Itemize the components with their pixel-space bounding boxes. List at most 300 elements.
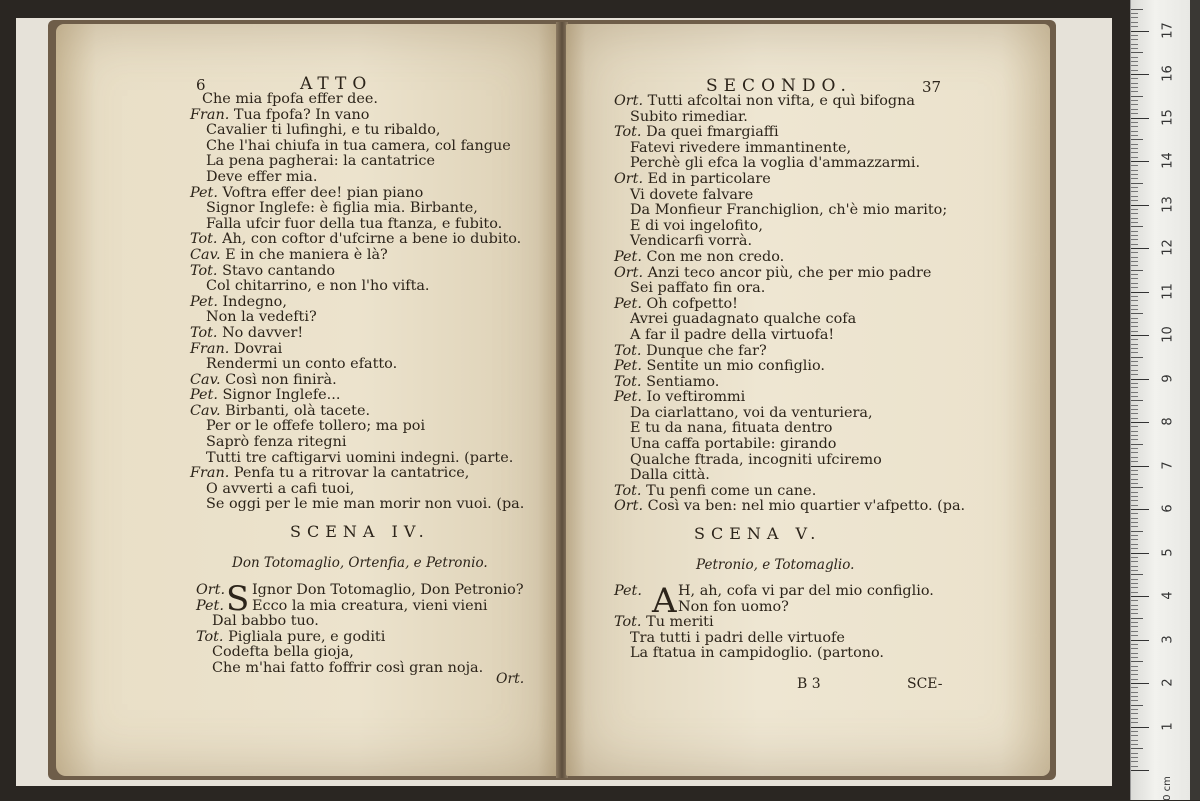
left-scene-characters: Don Totomaglio, Ortenfia, e Petronio.	[232, 555, 488, 571]
ruler-tick	[1131, 487, 1143, 488]
ruler-tick	[1131, 161, 1149, 162]
dialogue-line	[614, 390, 965, 406]
ruler-tick	[1131, 222, 1138, 223]
ruler-tick	[1131, 687, 1138, 688]
dialogue-line	[190, 232, 524, 248]
ruler-tick	[1131, 70, 1138, 71]
ruler-tick	[1131, 139, 1143, 140]
ruler-tick	[1131, 248, 1149, 249]
dialogue-line	[190, 170, 524, 186]
dialogue-text: Rendermi un conto efatto.	[206, 356, 398, 373]
ruler-number: 14	[1160, 152, 1176, 169]
dialogue-text: Da ciarlattano, voi da venturiera,	[630, 404, 873, 421]
dialogue-text: Che m'hai fatto foffrir così gran noja.	[212, 659, 484, 676]
ruler-unit-label: 0 cm	[1161, 776, 1173, 801]
ruler-tick	[1131, 757, 1138, 758]
ruler-tick	[1131, 753, 1138, 754]
dialogue-text: Perchè gli efca la voglia d'ammazzarmi.	[630, 155, 921, 172]
dialogue-text: Dal babbo tuo.	[212, 613, 319, 630]
ruler-tick	[1131, 513, 1138, 514]
scene-dialogue-line	[614, 615, 934, 631]
ruler-tick	[1131, 748, 1143, 749]
dialogue-text: Dovrai	[233, 340, 283, 357]
dialogue-text: Saprò fenza ritegni	[206, 434, 347, 451]
dialogue-line	[614, 484, 965, 500]
ruler-tick	[1131, 648, 1138, 649]
dialogue-text: Da quei fmargiaffi	[646, 124, 779, 141]
dialogue-text: Sentiamo.	[646, 373, 720, 390]
ruler-tick	[1131, 418, 1138, 419]
ruler-tick	[1131, 170, 1138, 171]
ruler-tick	[1131, 31, 1149, 32]
ruler-tick	[1131, 87, 1138, 88]
ruler-tick	[1131, 474, 1138, 475]
ruler-tick	[1131, 461, 1138, 462]
dialogue-line	[190, 108, 524, 124]
ruler-tick	[1131, 292, 1149, 293]
ruler-tick	[1131, 626, 1138, 627]
ruler-tick	[1131, 444, 1143, 445]
dialogue-text: Birbanti, olà tacete.	[225, 402, 371, 419]
ruler-tick	[1131, 640, 1149, 641]
dialogue-text: Avrei guadagnato qualche cofa	[630, 311, 857, 328]
dialogue-line	[190, 357, 524, 373]
ruler-tick	[1131, 727, 1149, 728]
dialogue-text: Dalla città.	[630, 467, 710, 484]
ruler-tick	[1131, 457, 1138, 458]
dialogue-line	[614, 250, 965, 266]
ruler-tick	[1131, 600, 1138, 601]
ruler-tick	[1131, 539, 1138, 540]
dialogue-line	[190, 419, 524, 435]
ruler-tick	[1131, 505, 1138, 506]
dialogue-line	[614, 437, 965, 453]
dialogue-text: Io veftirommi	[646, 389, 746, 406]
scene-dialogue-line	[196, 614, 524, 630]
scene-dialogue-line	[196, 645, 524, 661]
dialogue-line	[190, 186, 524, 202]
dialogue-line	[190, 139, 524, 155]
ruler-tick	[1131, 579, 1138, 580]
dialogue-text: Indegno,	[222, 293, 287, 310]
ruler-tick	[1131, 518, 1138, 519]
left-running-header: ATTO	[300, 74, 373, 94]
dialogue-text: No davver!	[222, 324, 304, 341]
speaker-label: Tot.	[196, 628, 224, 645]
speaker-label: Pet.	[190, 184, 218, 201]
ruler-tick	[1131, 261, 1138, 262]
right-catchword: SCE-	[907, 676, 943, 692]
right-dropcap: A	[652, 581, 677, 621]
dialogue-line	[190, 279, 524, 295]
ruler-tick	[1131, 744, 1138, 745]
ruler-tick	[1131, 318, 1138, 319]
ruler-tick	[1131, 109, 1138, 110]
left-dropcap: S	[226, 579, 250, 619]
speaker-label: Cav.	[190, 402, 221, 419]
ruler-tick	[1131, 100, 1138, 101]
ruler-tick	[1131, 178, 1138, 179]
dialogue-text: Non la vedefti?	[206, 309, 317, 326]
ruler-tick	[1131, 22, 1138, 23]
dialogue-text: Tu penfi come un cane.	[646, 482, 817, 499]
dialogue-line	[190, 295, 524, 311]
dialogue-text: Per or le offefe tollero; ma poi	[206, 418, 426, 435]
dialogue-text: Vi dovete falvare	[630, 186, 754, 203]
ruler-tick	[1131, 165, 1138, 166]
dialogue-line	[614, 344, 965, 360]
ruler-number: 6	[1160, 504, 1176, 513]
ruler-tick	[1131, 152, 1138, 153]
ruler-tick	[1131, 574, 1143, 575]
speaker-label: Tot.	[190, 231, 218, 248]
dialogue-text: Non fon uomo?	[678, 598, 789, 615]
dialogue-text: Ah, con coftor d'ufcirne a bene io dubito.	[222, 231, 522, 248]
dialogue-line	[614, 94, 965, 110]
right-scene-dialogue	[614, 581, 934, 662]
right-page-dialogue	[614, 94, 965, 515]
ruler-tick	[1131, 65, 1138, 66]
dialogue-text: Sei paffato fin ora.	[630, 280, 766, 297]
ruler-tick	[1131, 383, 1138, 384]
dialogue-text: Anzi teco ancor più, che per mio padre	[647, 264, 932, 281]
speaker-label: Pet.	[614, 248, 642, 265]
ruler-tick	[1131, 274, 1138, 275]
ruler-tick	[1131, 244, 1138, 245]
ruler-tick	[1131, 91, 1138, 92]
dialogue-text: Così va ben: nel mio quartier v'afpetto. (pa.	[647, 498, 966, 515]
ruler-tick	[1131, 696, 1138, 697]
scene-dialogue-line	[196, 599, 524, 615]
ruler-tick	[1131, 17, 1138, 18]
ruler-tick	[1131, 296, 1138, 297]
ruler-tick	[1131, 144, 1138, 145]
ruler-tick	[1131, 135, 1138, 136]
dialogue-text: H, ah, cofa vi par del mio configlio.	[678, 583, 934, 599]
dialogue-text: Signor Inglefe...	[222, 387, 341, 404]
left-page-number: 6	[196, 76, 206, 94]
ruler-tick	[1131, 379, 1149, 380]
ruler-tick	[1131, 570, 1138, 571]
ruler-tick	[1131, 409, 1138, 410]
dialogue-line	[190, 435, 524, 451]
ruler-tick	[1131, 213, 1138, 214]
ruler-tick	[1131, 653, 1138, 654]
ruler-tick	[1131, 670, 1138, 671]
dialogue-text: E tu da nana, fituata dentro	[630, 420, 833, 437]
ruler-tick	[1131, 278, 1138, 279]
ruler-number: 7	[1160, 460, 1176, 470]
dialogue-text: Tutti tre caftigarvi uomini indegni. (parte.	[206, 449, 514, 466]
dialogue-text: Oh cofpetto!	[646, 295, 738, 312]
dialogue-line	[190, 154, 524, 170]
dialogue-text: Subito rimediar.	[630, 108, 748, 125]
dialogue-line	[614, 234, 965, 250]
dialogue-text: Pigliala pure, e goditi	[228, 628, 386, 645]
ruler-tick	[1131, 174, 1138, 175]
ruler-number: 4	[1160, 591, 1176, 600]
speaker-label: Tot.	[614, 124, 642, 141]
dialogue-line	[190, 497, 524, 513]
ruler-tick	[1131, 509, 1149, 510]
dialogue-text: Tutti afcoltai non vifta, e quì bifogna	[647, 93, 915, 109]
ruler-tick	[1131, 609, 1138, 610]
dialogue-line	[190, 466, 524, 482]
speaker-label: Pet.	[196, 597, 224, 614]
ruler-tick	[1131, 231, 1138, 232]
ruler-tick	[1131, 735, 1138, 736]
ruler-tick	[1131, 740, 1138, 741]
ruler-tick	[1131, 526, 1138, 527]
ruler-tick	[1131, 400, 1143, 401]
ruler-tick	[1131, 700, 1138, 701]
ruler-tick	[1131, 492, 1138, 493]
ruler-tick	[1131, 131, 1138, 132]
ruler-tick	[1131, 405, 1138, 406]
ruler-tick	[1131, 148, 1138, 149]
speaker-label: Pet.	[614, 358, 642, 375]
ruler-tick	[1131, 122, 1138, 123]
dialogue-text: Tua fpofa? In vano	[233, 106, 370, 123]
dialogue-text: Che l'hai chiufa in tua camera, col fangue	[206, 137, 511, 154]
right-page-number: 37	[922, 78, 942, 96]
ruler-tick	[1131, 387, 1138, 388]
dialogue-line	[614, 359, 965, 375]
dialogue-line	[614, 188, 965, 204]
dialogue-text: Fatevi rivedere immantinente,	[630, 139, 852, 156]
right-scene-characters: Petronio, e Totomaglio.	[696, 557, 855, 573]
ruler-tick	[1131, 74, 1149, 75]
ruler-tick	[1131, 766, 1138, 767]
scene-dialogue-line	[196, 661, 524, 677]
ruler-tick	[1131, 413, 1138, 414]
dialogue-text: Così non finirà.	[225, 371, 337, 388]
ruler-shadow-edge	[1190, 0, 1200, 800]
ruler-tick	[1131, 761, 1138, 762]
ruler-tick	[1131, 470, 1138, 471]
dialogue-text: Vendicarfi vorrà.	[630, 233, 753, 250]
speaker-label: Tot.	[614, 342, 642, 359]
dialogue-text: Da Monfieur Franchiglion, ch'è mio marito;	[630, 202, 948, 219]
scene-dialogue-line	[614, 646, 934, 662]
ruler-tick	[1131, 357, 1143, 358]
dialogue-text: Deve effer mia.	[206, 168, 318, 185]
ruler-tick	[1131, 535, 1138, 536]
dialogue-line	[190, 451, 524, 467]
speaker-label: Pet.	[190, 293, 218, 310]
speaker-label: Fran.	[190, 465, 230, 482]
ruler-tick	[1131, 370, 1138, 371]
ruler-tick	[1131, 265, 1138, 266]
dialogue-text: Voftra effer dee! pian piano	[222, 184, 424, 201]
speaker-label: Ort.	[614, 498, 644, 515]
ruler-tick	[1131, 722, 1138, 723]
ruler-tick	[1131, 39, 1138, 40]
ruler-number: 9	[1160, 373, 1176, 383]
ruler-tick	[1131, 57, 1138, 58]
dialogue-line	[190, 310, 524, 326]
ruler-tick	[1131, 200, 1138, 201]
dialogue-line	[614, 172, 965, 188]
ruler-tick	[1131, 479, 1138, 480]
ruler-tick	[1131, 422, 1149, 423]
dialogue-line	[614, 328, 965, 344]
ruler-tick	[1131, 257, 1138, 258]
dialogue-line	[614, 453, 965, 469]
ruler-tick	[1131, 583, 1138, 584]
ruler-tick	[1131, 631, 1138, 632]
scene-dialogue-line	[614, 631, 934, 647]
ruler-tick	[1131, 679, 1138, 680]
ruler-tick	[1131, 731, 1138, 732]
dialogue-line	[614, 125, 965, 141]
speaker-label: Fran.	[190, 340, 230, 357]
ruler-tick	[1131, 500, 1138, 501]
ruler-tick	[1131, 566, 1138, 567]
ruler-tick	[1131, 239, 1138, 240]
ruler-number: 5	[1160, 547, 1176, 557]
ruler-tick	[1131, 305, 1138, 306]
ruler-tick	[1131, 448, 1138, 449]
dialogue-text: Penfa tu a ritrovar la cantatrice,	[233, 465, 470, 482]
ruler-tick	[1131, 157, 1138, 158]
speaker-label: Cav.	[190, 371, 221, 388]
dialogue-line	[614, 266, 965, 282]
ruler-tick	[1131, 592, 1138, 593]
ruler-tick	[1131, 61, 1138, 62]
ruler-tick	[1131, 300, 1138, 301]
dialogue-line	[614, 375, 965, 391]
ruler-number: 8	[1160, 417, 1176, 426]
ruler-tick	[1131, 622, 1138, 623]
scene-dialogue-line	[196, 630, 524, 646]
ruler-number: 2	[1160, 678, 1176, 687]
dialogue-line	[190, 482, 524, 498]
ruler-tick	[1131, 713, 1138, 714]
speaker-label: Fran.	[190, 106, 230, 123]
ruler-tick	[1131, 326, 1138, 327]
speaker-label: Ort.	[614, 93, 644, 109]
ruler-tick	[1131, 339, 1138, 340]
ruler-number: 3	[1160, 634, 1176, 644]
left-scene-title: SCENA IV.	[290, 522, 430, 541]
dialogue-text: Tra tutti i padri delle virtuofe	[630, 629, 845, 646]
ruler-tick	[1131, 287, 1138, 288]
left-catchword: Ort.	[496, 671, 525, 687]
ruler-tick	[1131, 335, 1149, 336]
dialogue-line	[190, 217, 524, 233]
ruler-tick	[1131, 191, 1138, 192]
right-running-header: SECONDO.	[706, 76, 852, 96]
dialogue-text: Stavo cantando	[222, 262, 336, 279]
ruler-tick	[1131, 83, 1138, 84]
ruler-tick	[1131, 483, 1138, 484]
speaker-label: Tot.	[614, 482, 642, 499]
ruler-number: 12	[1160, 239, 1176, 256]
dialogue-text: Cavalier ti lufinghi, e tu ribaldo,	[206, 122, 441, 139]
ruler-tick	[1131, 374, 1138, 375]
ruler-tick	[1131, 309, 1138, 310]
ruler-tick	[1131, 348, 1138, 349]
dialogue-line	[614, 297, 965, 313]
right-scene-title: SCENA V.	[694, 524, 822, 543]
ruler-tick	[1131, 313, 1143, 314]
speaker-label: Pet.	[614, 583, 642, 599]
ruler-tick	[1131, 352, 1138, 353]
dialogue-text: Col chitarrino, e non l'ho vifta.	[206, 278, 430, 295]
dialogue-line	[614, 312, 965, 328]
dialogue-text: Se oggi per le mie man morir non vuoi. (pa.	[206, 496, 525, 513]
dialogue-line	[614, 156, 965, 172]
dialogue-line	[614, 141, 965, 157]
dialogue-line	[614, 281, 965, 297]
speaker-label: Tot.	[190, 324, 218, 341]
ruler-tick	[1131, 587, 1138, 588]
ruler-tick	[1131, 48, 1138, 49]
ruler-number: 15	[1160, 108, 1176, 126]
dialogue-text: Falla ufcir fuor della tua ftanza, e fubito.	[206, 215, 503, 232]
ruler-number: 11	[1160, 282, 1176, 300]
ruler-tick	[1131, 235, 1138, 236]
speaker-label: Pet.	[614, 295, 642, 312]
ruler-number: 13	[1160, 195, 1176, 213]
speaker-label: Pet.	[190, 387, 218, 404]
ruler-tick	[1131, 331, 1138, 332]
ruler-tick	[1131, 548, 1138, 549]
ruler-number: 17	[1160, 21, 1176, 39]
ruler-tick	[1131, 709, 1138, 710]
ruler-tick	[1131, 692, 1138, 693]
ruler-tick	[1131, 392, 1138, 393]
dialogue-line	[190, 373, 524, 389]
ruler-tick	[1131, 452, 1138, 453]
scene-dialogue-line	[614, 584, 934, 600]
ruler-tick	[1131, 252, 1138, 253]
dialogue-line	[190, 404, 524, 420]
ruler-tick	[1131, 361, 1138, 362]
ruler-tick	[1131, 618, 1143, 619]
right-signature-mark: B 3	[797, 676, 821, 692]
ruler-tick	[1131, 344, 1138, 345]
ruler-tick	[1131, 396, 1138, 397]
scene-dialogue-line	[614, 600, 934, 616]
ruler-tick	[1131, 35, 1138, 36]
ruler-tick	[1131, 531, 1143, 532]
ruler-tick	[1131, 561, 1138, 562]
ruler-tick	[1131, 605, 1138, 606]
ruler-tick	[1131, 426, 1138, 427]
dialogue-text: A far il padre della virtuofa!	[630, 326, 835, 343]
speaker-label: Tot.	[190, 262, 218, 279]
ruler-tick	[1131, 661, 1143, 662]
dialogue-text: Dunque che far?	[646, 342, 767, 359]
ruler-tick	[1131, 183, 1143, 184]
ruler-tick	[1131, 666, 1138, 667]
ruler-tick	[1131, 44, 1138, 45]
ruler-tick	[1131, 322, 1138, 323]
dialogue-line	[614, 499, 965, 515]
speaker-label: Ort.	[614, 170, 644, 187]
dialogue-line	[190, 326, 524, 342]
dialogue-line	[614, 421, 965, 437]
ruler-tick	[1131, 718, 1138, 719]
ruler-tick	[1131, 553, 1149, 554]
ruler-number: 10	[1160, 326, 1176, 343]
ruler-tick	[1131, 596, 1149, 597]
dialogue-line	[190, 201, 524, 217]
ruler-number: 16	[1160, 65, 1176, 82]
dialogue-text: La pena pagherai: la cantatrice	[206, 153, 435, 170]
